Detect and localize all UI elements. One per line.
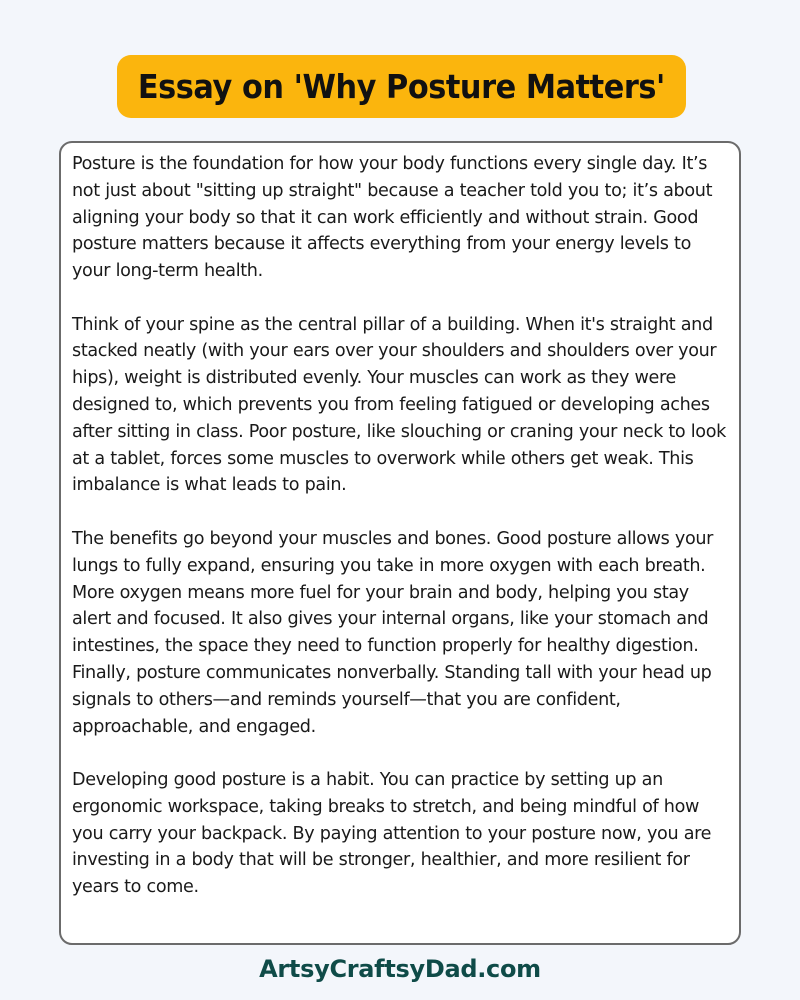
essay-paragraph-2: Think of your spine as the central pillar of a building. When it's straight and stacked neatly (with your ears over your shoulders and shoulders over your hips), weight is distributed evenly. Your muscles can work as they were designed to, which prevents you from feeling fatigued or developing aches after sitting in class. Poor posture, like slouching or craning your neck to look at a tablet, forces some muscles to overwork while others get weak. This imbalance is what leads to pain. <box>72 314 726 496</box>
essay-paragraph-4: Developing good posture is a habit. You can practice by setting up an ergonomic workspace, taking breaks to stretch, and being mindful of how you carry your backpack. By paying attention to your posture now, you are investing in a body that will be stronger, healthier, and more resilient for years to come. <box>72 770 712 898</box>
essay-paragraph-3: The benefits go beyond your muscles and bones. Good posture allows your lungs to fully expand, ensuring you take in more oxygen with each breath. More oxygen means more fuel for your brain and body, helping you stay alert and focused. It also gives your internal organs, like your stomach and intestines, the space they need to function properly for healthy digestion. Finally, posture communicates nonverbally. Standing tall with your head up signals to others—and reminds yourself—that you are confident, approachable, and engaged. <box>72 528 714 737</box>
essay-card <box>59 141 741 945</box>
title-banner <box>117 55 686 118</box>
footer-brand-watermark: ArtsyCraftsyDad.com <box>259 955 541 983</box>
essay-paragraph-1: Posture is the foundation for how your body functions every single day. It’s not just about "sitting up straight" because a teacher told you to; it’s about aligning your body so that it can work efficiently and without strain. Good posture matters because it affects everything from your energy levels to your long-term health. <box>72 154 713 282</box>
page-title: Essay on 'Why Posture Matters' <box>138 67 665 106</box>
